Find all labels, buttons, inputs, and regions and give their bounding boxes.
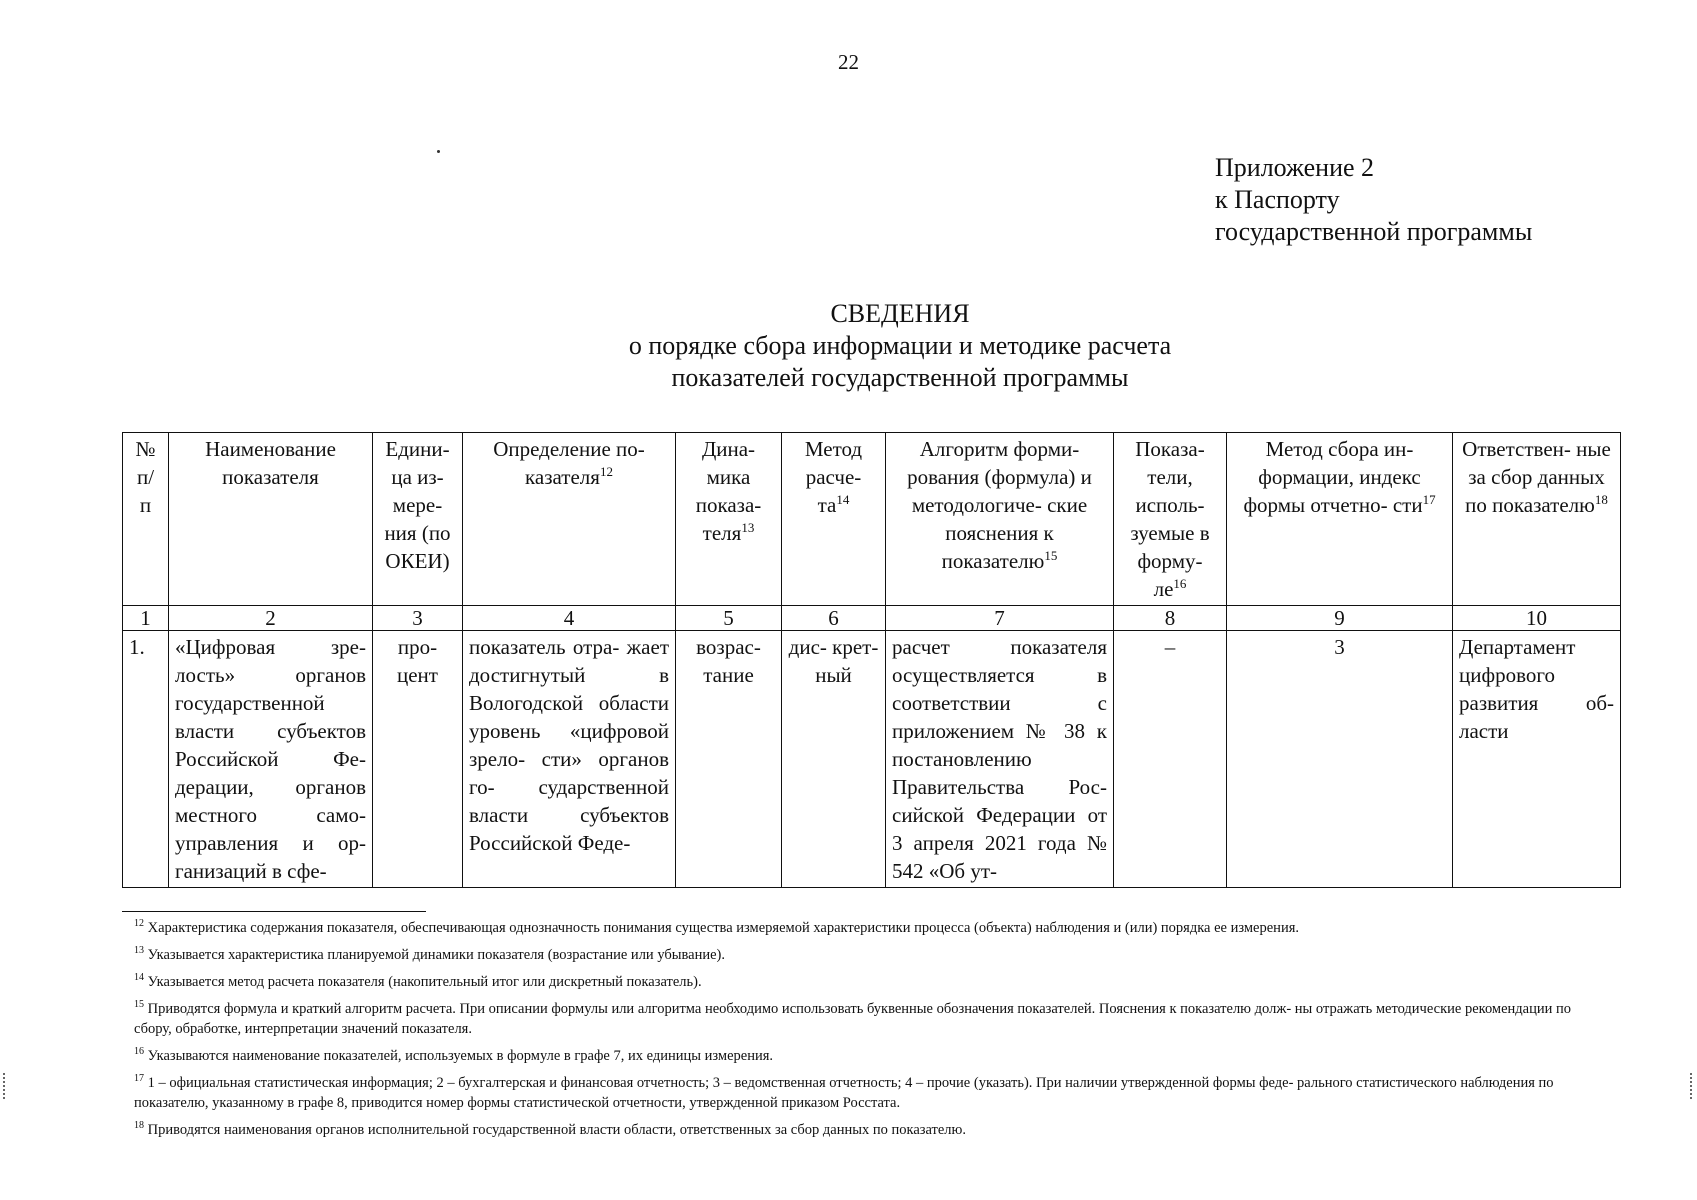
column-number: 2 — [169, 606, 373, 631]
header-cell: Определение по- казателя$^{12}$ — [463, 433, 676, 606]
cell-responsible: Департамент цифрового развития об- ласти — [1453, 631, 1621, 888]
scan-edge-mark-right — [1690, 1073, 1694, 1099]
column-number: 8 — [1114, 606, 1227, 631]
scan-dot — [437, 150, 440, 153]
header-cell: Показа- тели, исполь- зуемые в форму- $ле^{16}$ — [1114, 433, 1227, 606]
page-number: 22 — [838, 50, 859, 74]
footnote-18: $^{18}$ Приводятся наименования органов исполнительной государственной власти области, ответственных за сбор данных по показателю. — [134, 1120, 967, 1138]
footnotes — [134, 918, 1594, 1147]
header-cell: № п/ п — [123, 433, 169, 606]
appendix-line-1: Приложение 2 — [1215, 153, 1375, 182]
cell-unit: про- цент — [373, 631, 463, 888]
footnote-16: $^{16}$ Указываются наименование показателей, используемых в формуле в графе 7, их единицы измерения. — [134, 1046, 774, 1064]
footnote-15: $^{15}$ Приводятся формула и краткий алгоритм расчета. При описании формулы или алгоритма необходимо использовать буквенные обозначения показателей. Пояснения к показателю долж- ны отражать методические рекомендации по сбору, обработке, интерпретации значений показателя. — [134, 999, 1572, 1037]
header-cell: Алгоритм форми- рования (формула) и методологиче- ские пояснения к показателю$^{15}$ — [886, 433, 1114, 606]
cell-number: 1. — [123, 631, 169, 888]
cell-algorithm: расчет показателя осуществляется в соответствии с приложением № 38 к постановлению Правительства Рос- сийской Федерации от 3 апреля 2021 года № 542 «Об ут- — [886, 631, 1114, 888]
header-cell: Ответствен- ные за сбор данных по показателю$^{18}$ — [1453, 433, 1621, 606]
header-cell: Наименование показателя — [169, 433, 373, 606]
footnote-13: $^{13}$ Указывается характеристика планируемой динамики показателя (возрастание или убывание). — [134, 945, 725, 963]
appendix-line-3: государственной программы — [1215, 217, 1533, 246]
scan-edge-mark-left — [3, 1073, 7, 1099]
header-cell: Метод сбора ин- формации, индекс формы отчетно- сти$^{17}$ — [1227, 433, 1453, 606]
cell-definition: показатель отра- жает достигнутый в Вологодской области уровень «цифровой зрело- сти» органов го- сударственной власти субъектов Российской Феде- — [463, 631, 676, 888]
column-number: 10 — [1453, 606, 1621, 631]
header-cell: Едини- ца из- мере- ния (по ОКЕИ) — [373, 433, 463, 606]
column-number: 1 — [123, 606, 169, 631]
column-number: 9 — [1227, 606, 1453, 631]
cell-formula-indicators: – — [1114, 631, 1227, 888]
header-cell: Метод расче- $та^{14}$ — [782, 433, 886, 606]
footnote-separator — [122, 911, 426, 912]
appendix-note — [1215, 152, 1532, 248]
table-row — [123, 631, 1621, 888]
footnote-12: $^{12}$ Характеристика содержания показателя, обеспечивающая однозначность понимания существа измеряемой характеристики процесса (объекта) наблюдения и (или) порядка ее измерения. — [134, 918, 1299, 936]
column-number: 4 — [463, 606, 676, 631]
title-line-2: о порядке сбора информации и методике расчета — [628, 331, 1172, 360]
document-title — [0, 298, 1697, 394]
column-number: 3 — [373, 606, 463, 631]
cell-dynamics: возрас- тание — [676, 631, 782, 888]
title-line-3: показателей государственной программы — [671, 363, 1129, 392]
cell-calc-method: дис- крет- ный — [782, 631, 886, 888]
cell-indicator-name: «Цифровая зре- лость» органов государственной власти субъектов Российской Фе- дерации, органов местного само- управления и ор- ганизаций в сфе- — [169, 631, 373, 888]
footnote-17: $^{17}$ 1 – официальная статистическая информация; 2 – бухгалтерская и финансовая отчетность; 3 – ведомственная отчетность; 4 – прочие (указать). При наличии утвержденной формы феде- рального статистического наблюдения по показателю, указанному в графе 8, приводится номер формы статистической отчетности, утвержденной приказом Росстата. — [134, 1073, 1554, 1111]
cell-collection-method: 3 — [1227, 631, 1453, 888]
indicators-table — [122, 432, 1621, 888]
footnote-14: $^{14}$ Указывается метод расчета показателя (накопительный итог или дискретный показатель). — [134, 972, 702, 990]
table-header-row — [123, 433, 1621, 606]
column-number: 5 — [676, 606, 782, 631]
column-number: 6 — [782, 606, 886, 631]
header-cell: Дина- мика показа- теля$^{13}$ — [676, 433, 782, 606]
column-number-row — [123, 606, 1621, 631]
title-heading: СВЕДЕНИЯ — [830, 299, 970, 328]
column-number: 7 — [886, 606, 1114, 631]
appendix-line-2: к Паспорту — [1215, 185, 1340, 214]
